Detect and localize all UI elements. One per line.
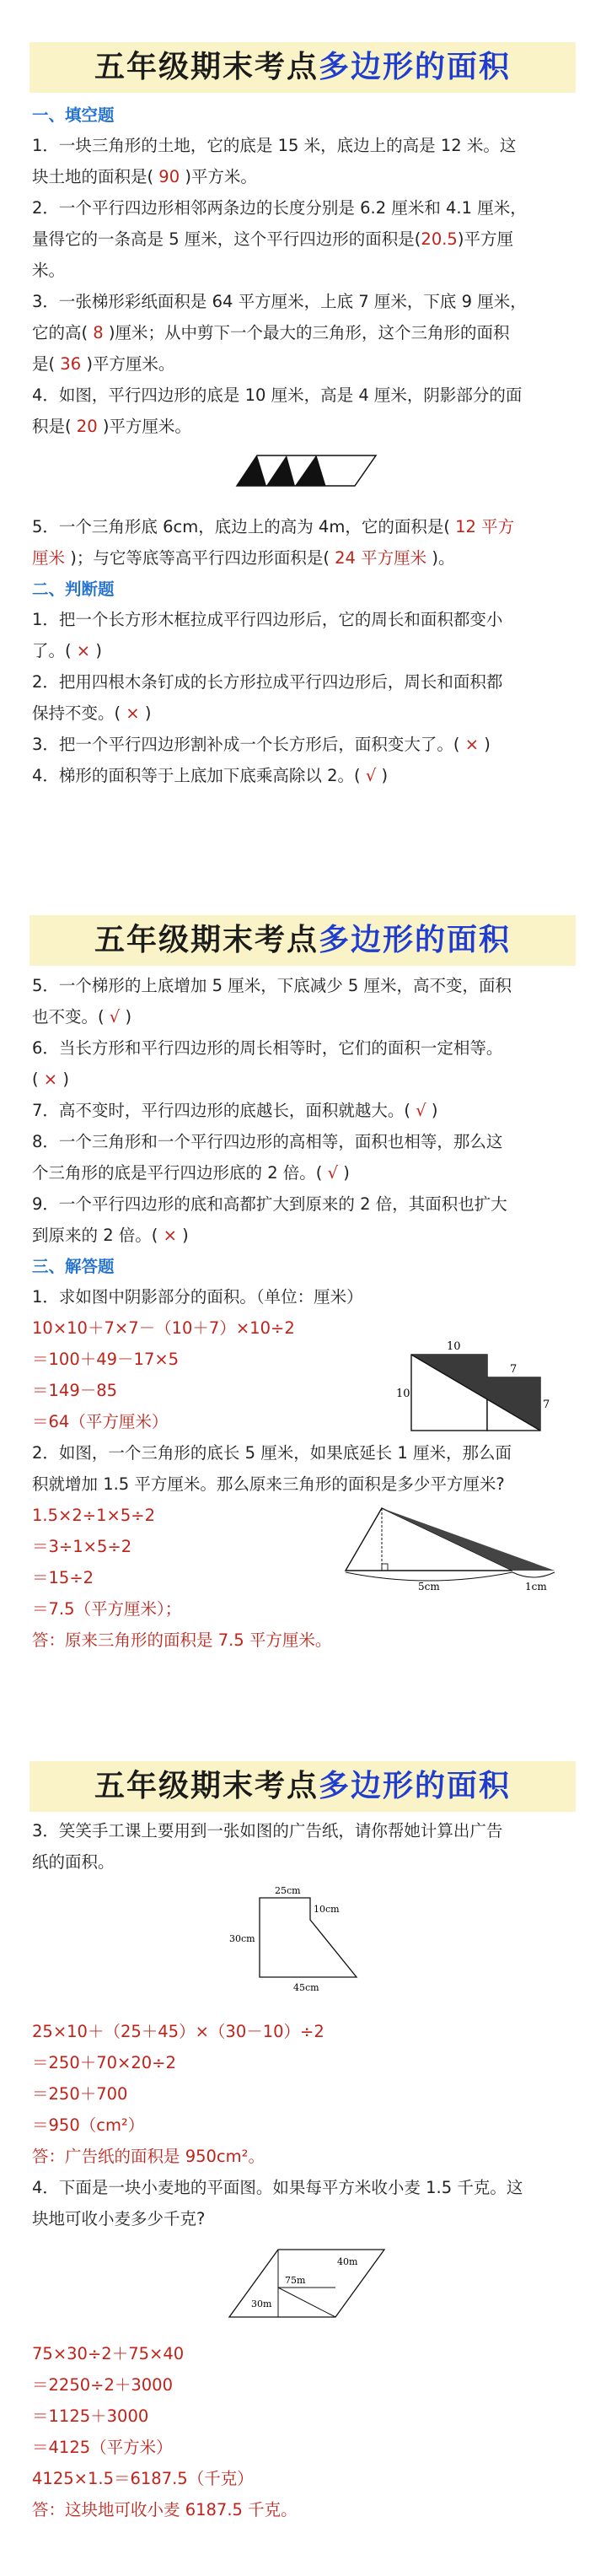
wheat-field-figure [211, 2239, 413, 2328]
label-30cm: 30cm [229, 1933, 255, 1944]
triangle-extension-figure [335, 1501, 580, 1594]
label-30m: 30m [251, 2298, 272, 2309]
parallelogram-shaded-triangles-figure [236, 452, 379, 489]
label-top-10: 10 [447, 1340, 461, 1353]
banner-title-black: 五年级期末考点 [94, 923, 319, 957]
q1-line2: 块土地的面积是( 90 )平方米。 [32, 167, 257, 186]
label-top-7: 7 [510, 1363, 518, 1376]
label-base-5cm: 5cm [418, 1581, 440, 1592]
banner-title-blue: 多边形的面积 [319, 923, 512, 957]
title-banner [29, 915, 576, 966]
j6-line2: ( × ) [32, 1070, 69, 1089]
heading-judge: 二、判断题 [32, 579, 115, 599]
q2-line2: 量得它的一条高是 5 厘米，这个平行四边形的面积是(20.5)平方厘 [32, 229, 513, 249]
q3-line3: 是( 36 )平方厘米。 [32, 354, 175, 374]
q5-line1: 5．一个三角形底 6cm，底边上的高为 4m，它的面积是( 12 平方 [32, 517, 515, 536]
j8-line2: 个三角形的底是平行四边形底的 2 倍。( √ ) [32, 1163, 350, 1183]
s1-step1: 10×10＋7×7－（10＋7）×10÷2 [32, 1318, 295, 1338]
j7-line1: 7．高不变时，平行四边形的底越长，面积就越大。( √ ) [32, 1101, 438, 1120]
j3-line1: 3．把一个平行四边形割补成一个长方形后，面积变大了。( × ) [32, 735, 491, 754]
j2-line2: 保持不变。( × ) [32, 703, 152, 723]
answer: × [71, 641, 96, 660]
s4-step4: ＝4125（平方米） [32, 2438, 173, 2457]
j9-line1: 9．一个平行四边形的底和高都扩大到原来的 2 倍，其面积也扩大 [32, 1194, 507, 1214]
heading-fill-blank: 一、填空题 [32, 105, 115, 125]
banner-title-black: 五年级期末考点 [94, 50, 319, 84]
q3-line2: 它的高( 8 )厘米；从中剪下一个最大的三角形，这个三角形的面积 [32, 323, 510, 342]
q5-line2: 厘米 )；与它等底等高平行四边形面积是( 24 平方厘米 )。 [32, 548, 455, 568]
s1-step2: ＝100＋49－17×5 [32, 1350, 180, 1369]
title-banner [29, 42, 576, 93]
label-left-10: 10 [396, 1388, 410, 1400]
label-right-7: 7 [543, 1398, 550, 1411]
answer: × [121, 703, 145, 723]
banner-title-black: 五年级期末考点 [94, 1769, 319, 1803]
s4-step1: 75×30÷2＋75×40 [32, 2344, 185, 2363]
answer: 90 [153, 167, 185, 186]
s4-step2: ＝2250÷2＋3000 [32, 2375, 173, 2395]
s1-step3: ＝149－85 [32, 1381, 118, 1400]
s4-question-line2: 块地可收小麦多少千克? [32, 2209, 206, 2228]
answer: × [38, 1070, 63, 1089]
title-banner [29, 1761, 576, 1812]
answer: 8 [88, 323, 109, 342]
j1-line1: 1．把一个长方形木框拉成平行四边形后，它的周长和面积都变小 [32, 610, 503, 629]
q1-line1: 1．一块三角形的土地，它的底是 15 米，底边上的高是 12 米。这 [32, 136, 517, 155]
s2-step2: ＝3÷1×5÷2 [32, 1537, 132, 1556]
answer: 20.5 [421, 229, 458, 249]
s3-answer: 答：广告纸的面积是 950cm²。 [32, 2147, 265, 2166]
s2-step4: ＝7.5（平方厘米）； [32, 1599, 182, 1619]
s2-question-line2: 积就增加 1.5 平方厘米。那么原来三角形的面积是多少平方厘米? [32, 1474, 505, 1494]
j9-line2: 到原来的 2 倍。( × ) [32, 1226, 189, 1245]
label-45cm: 45cm [293, 1982, 319, 1993]
s4-step5: 4125×1.5＝6187.5（千克） [32, 2469, 254, 2488]
j4-line1: 4．梯形的面积等于上底加下底乘高除以 2。( √ ) [32, 766, 389, 785]
s2-step1: 1.5×2÷1×5÷2 [32, 1506, 155, 1525]
answer: 36 [55, 354, 87, 374]
label-10cm: 10cm [314, 1904, 340, 1915]
banner-title-blue: 多边形的面积 [319, 1769, 512, 1803]
q4-line2: 积是( 20 )平方厘米。 [32, 417, 191, 436]
j5-line2: 也不变。( √ ) [32, 1007, 132, 1027]
banner-title-blue: 多边形的面积 [319, 50, 512, 84]
s4-step3: ＝1125＋3000 [32, 2406, 149, 2426]
j1-line2: 了。( × ) [32, 641, 102, 660]
answer: × [158, 1226, 183, 1245]
q2-line3: 米。 [32, 261, 66, 280]
label-25cm: 25cm [275, 1885, 301, 1896]
label-75m: 75m [285, 2275, 306, 2286]
answer: 20 [71, 417, 103, 436]
s2-answer: 答：原来三角形的面积是 7.5 平方厘米。 [32, 1630, 332, 1650]
s4-answer: 答：这块地可收小麦 6187.5 千克。 [32, 2500, 298, 2519]
s3-question-line2: 纸的面积。 [32, 1852, 115, 1872]
heading-solve: 三、解答题 [32, 1257, 115, 1276]
q4-line1: 4．如图，平行四边形的底是 10 厘米，高是 4 厘米，阴影部分的面 [32, 385, 523, 405]
j6-line1: 6．当长方形和平行四边形的周长相等时，它们的面积一定相等。 [32, 1038, 503, 1058]
q3-line1: 3．一张梯形彩纸面积是 64 平方厘米，上底 7 厘米，下底 9 厘米， [32, 292, 527, 311]
s3-step3: ＝250＋700 [32, 2084, 128, 2104]
answer: √ [410, 1101, 432, 1120]
label-ext-1cm: 1cm [525, 1581, 547, 1592]
label-40m: 40m [337, 2256, 358, 2267]
j5-line1: 5．一个梯形的上底增加 5 厘米，下底减少 5 厘米，高不变，面积 [32, 976, 512, 995]
answer: √ [322, 1163, 344, 1183]
answer: √ [104, 1007, 126, 1027]
s2-question-line1: 2．如图，一个三角形的底长 5 厘米，如果底延长 1 厘米，那么面 [32, 1443, 512, 1463]
s1-question: 1．求如图中阴影部分的面积。（单位：厘米） [32, 1287, 363, 1307]
j2-line1: 2．把用四根木条钉成的长方形拉成平行四边形后，周长和面积都 [32, 672, 503, 692]
answer: 24 平方厘米 [329, 548, 427, 568]
answer: × [459, 735, 485, 754]
s3-question-line1: 3．笑笑手工课上要用到一张如图的广告纸，请你帮她计算出广告 [32, 1821, 503, 1840]
answer: 厘米 [32, 548, 66, 568]
squares-shaded-figure [396, 1336, 548, 1437]
poster-shape-figure [226, 1883, 394, 1997]
s3-step2: ＝250＋70×20÷2 [32, 2053, 176, 2072]
q2-line1: 2．一个平行四边形相邻两条边的长度分别是 6.2 厘米和 4.1 厘米， [32, 198, 527, 218]
s2-step3: ＝15÷2 [32, 1568, 94, 1587]
answer: 12 平方 [449, 517, 515, 536]
j8-line1: 8．一个三角形和一个平行四边形的高相等，面积也相等，那么这 [32, 1132, 503, 1151]
s4-question-line1: 4．下面是一块小麦地的平面图。如果每平方米收小麦 1.5 千克。这 [32, 2178, 523, 2197]
s3-step4: ＝950（cm²） [32, 2115, 145, 2135]
answer: √ [360, 766, 382, 785]
s1-step4: ＝64（平方厘米） [32, 1412, 169, 1431]
s3-step1: 25×10＋（25＋45）×（30－10）÷2 [32, 2022, 324, 2041]
